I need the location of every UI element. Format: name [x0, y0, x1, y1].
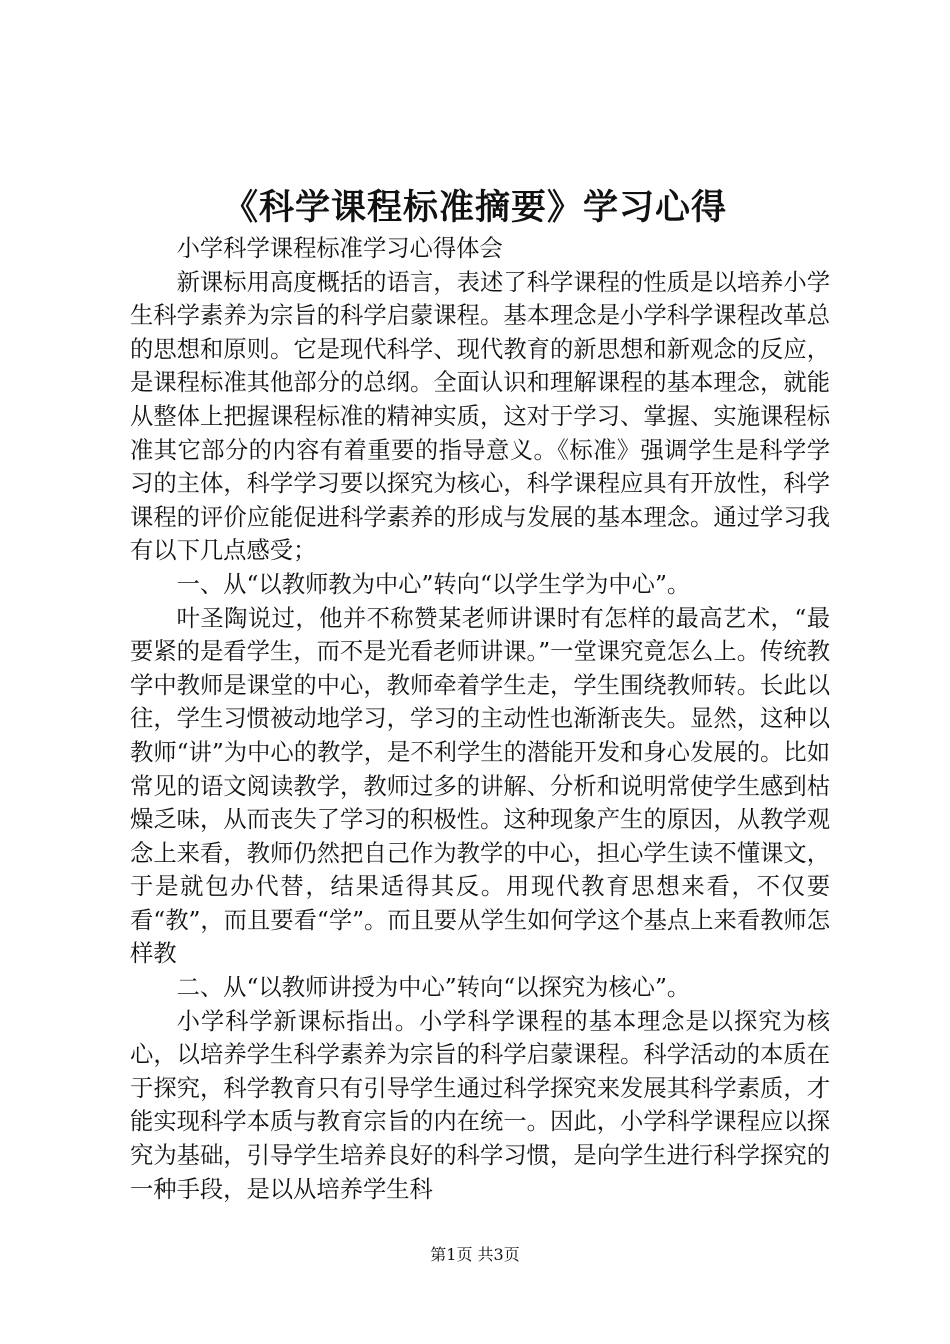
document-title: 《科学课程标准摘要》学习心得 [222, 187, 727, 228]
paragraph-subtitle: 小学科学课程标准学习心得体会 [176, 235, 503, 262]
section-heading-2: 二、从“以教师讲授为中心”转向“以探究为核心”。 [176, 974, 691, 1002]
page-footer: 第1页 共3页 [430, 1245, 520, 1264]
paragraph-intro: 新课标用高度概括的语言，表述了科学课程的性质是以培养小学生科学素养为宗旨的科学启蒙课程。基本理念是小学科学课程改革总的思想和原则。它是现代科学、现代教育的新思想和新观念的反应，是课程标准其他部分的总纲。全面认识和理解课程的基本理念，就能从整体上把握课程标准的精神实质，这对于学习、掌握、实施课程标准其它部分的内容有着重要的指导意义。《标准》强调学生是科学学习的主体，科学学习要以探究为核心，科学课程应具有开放性，科学课程的评价应能促进科学素养的形成与发展的基本理念。通过学习我有以下几点感受； [130, 268, 830, 565]
section-heading-1: 一、从“以教师教为中心”转向“以学生学为中心”。 [176, 570, 691, 598]
document-body [130, 232, 830, 1206]
paragraph-section-2: 小学科学新课标指出。小学科学课程的基本理念是以探究为核心，以培养学生科学素养为宗旨的科学启蒙课程。科学活动的本质在于探究，科学教育只有引导学生通过科学探究来发展其科学素质，才能实现科学本质与教育宗旨的内在统一。因此，小学科学课程应以探究为基础，引导学生培养良好的科学习惯，是向学生进行科学探究的一种手段，是以从培养学生科 [130, 1007, 830, 1203]
paragraph-section-1: 叶圣陶说过，他并不称赞某老师讲课时有怎样的最高艺术，“最要紧的是看学生，而不是光看老师讲课。”一堂课究竟怎么上。传统教学中教师是课堂的中心，教师牵着学生走，学生围绕教师转。长此以往，学生习惯被动地学习，学习的主动性也渐渐丧失。显然，这种以教师“讲”为中心的教学，是不利学生的潜能开发和身心发展的。比如常见的语文阅读教学，教师过多的讲解、分析和说明常使学生感到枯燥乏味，从而丧失了学习的积极性。这种现象产生的原因，从教学观念上来看，教师仍然把自己作为教学的中心，担心学生读不懂课文，于是就包办代替，结果适得其反。用现代教育思想来看，不仅要看“教”，而且要看“学”。而且要从学生如何学这个基点上来看教师怎样教 [130, 604, 830, 968]
